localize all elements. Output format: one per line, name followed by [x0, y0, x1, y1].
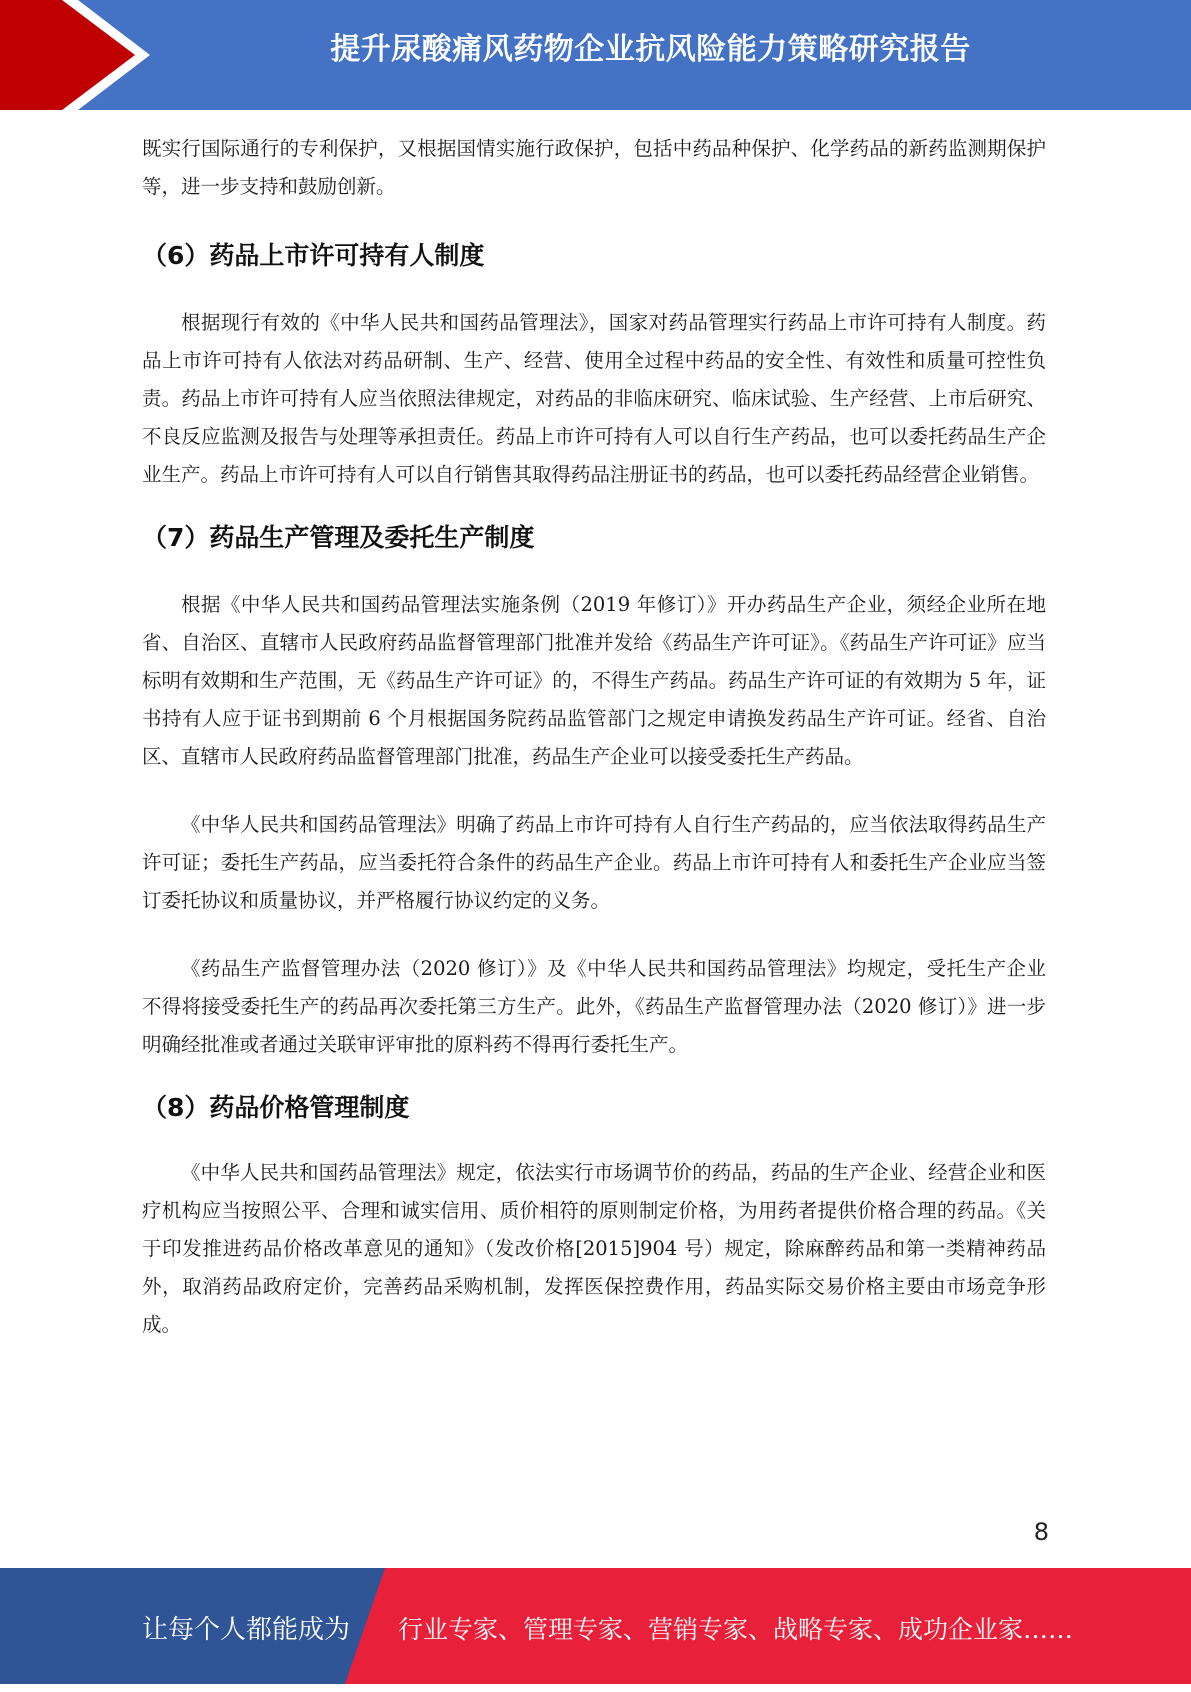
- section-6-heading: （6）药品上市许可持有人制度: [142, 241, 485, 270]
- page-number: 8: [1033, 1518, 1049, 1546]
- section-7-paragraph-3: 《药品生产监督管理办法（2020 修订）》及《中华人民共和国药品管理法》均规定，受托生产企业不得将接受委托生产的药品再次委托第三方生产。此外，《药品生产监督管理办法（2020 修订）》进一步明确经批准或者通过关联审评审批的原料药不得再行委托生产。: [142, 957, 1046, 1056]
- intro-paragraph: 既实行国际通行的专利保护，又根据国情实施行政保护，包括中药品种保护、化学药品的新药监测期保护等，进一步支持和鼓励创新。: [142, 137, 1046, 198]
- footer-slogan-left: 让每个人都能成为: [142, 1615, 351, 1645]
- section-7-paragraph-1: 根据《中华人民共和国药品管理法实施条例（2019 年修订）》开办药品生产企业，须经企业所在地省、自治区、直辖市人民政府药品监督管理部门批准并发给《药品生产许可证》。《药品生产许可证》应当标明有效期和生产范围，无《药品生产许可证》的，不得生产药品。药品生产许可证的有效期为 5 年，证书持有人应于证书到期前 6 个月根据国务院药品监管部门之规定申请换发药品生产许可证。经省、自治区、直辖市人民政府药品监督管理部门批准，药品生产企业可以接受委托生产药品。: [142, 593, 1046, 768]
- document-body: [142, 130, 1046, 1344]
- page-header: [0, 0, 1191, 110]
- section-7-paragraph-2: 《中华人民共和国药品管理法》明确了药品上市许可持有人自行生产药品的，应当依法取得药品生产许可证；委托生产药品，应当委托符合条件的药品生产企业。药品上市许可持有人和委托生产企业应当签订委托协议和质量协议，并严格履行协议约定的义务。: [142, 813, 1046, 912]
- section-7-heading: （7）药品生产管理及委托生产制度: [142, 523, 535, 552]
- section-8-paragraph-1: 《中华人民共和国药品管理法》规定，依法实行市场调节价的药品，药品的生产企业、经营企业和医疗机构应当按照公平、合理和诚实信用、质价相符的原则制定价格，为用药者提供价格合理的药品。《关于印发推进药品价格改革意见的通知》（发改价格[2015]904 号）规定，除麻醉药品和第一类精神药品外，取消药品政府定价，完善药品采购机制，发挥医保控费作用，药品实际交易价格主要由市场竞争形成。: [142, 1161, 1046, 1336]
- header-red-arrow: [0, 0, 135, 110]
- footer-slogan-right: 行业专家、管理专家、营销专家、战略专家、成功企业家……: [398, 1615, 1074, 1644]
- report-title: 提升尿酸痛风药物企业抗风险能力策略研究报告: [330, 32, 971, 67]
- page-footer: [0, 1568, 1191, 1684]
- section-6-paragraph-1: 根据现行有效的《中华人民共和国药品管理法》，国家对药品管理实行药品上市许可持有人制度。药品上市许可持有人依法对药品研制、生产、经营、使用全过程中药品的安全性、有效性和质量可控性负责。药品上市许可持有人应当依照法律规定，对药品的非临床研究、临床试验、生产经营、上市后研究、不良反应监测及报告与处理等承担责任。药品上市许可持有人可以自行生产药品，也可以委托药品生产企业生产。药品上市许可持有人可以自行销售其取得药品注册证书的药品，也可以委托药品经营企业销售。: [142, 311, 1046, 486]
- section-8-heading: （8）药品价格管理制度: [142, 1093, 410, 1122]
